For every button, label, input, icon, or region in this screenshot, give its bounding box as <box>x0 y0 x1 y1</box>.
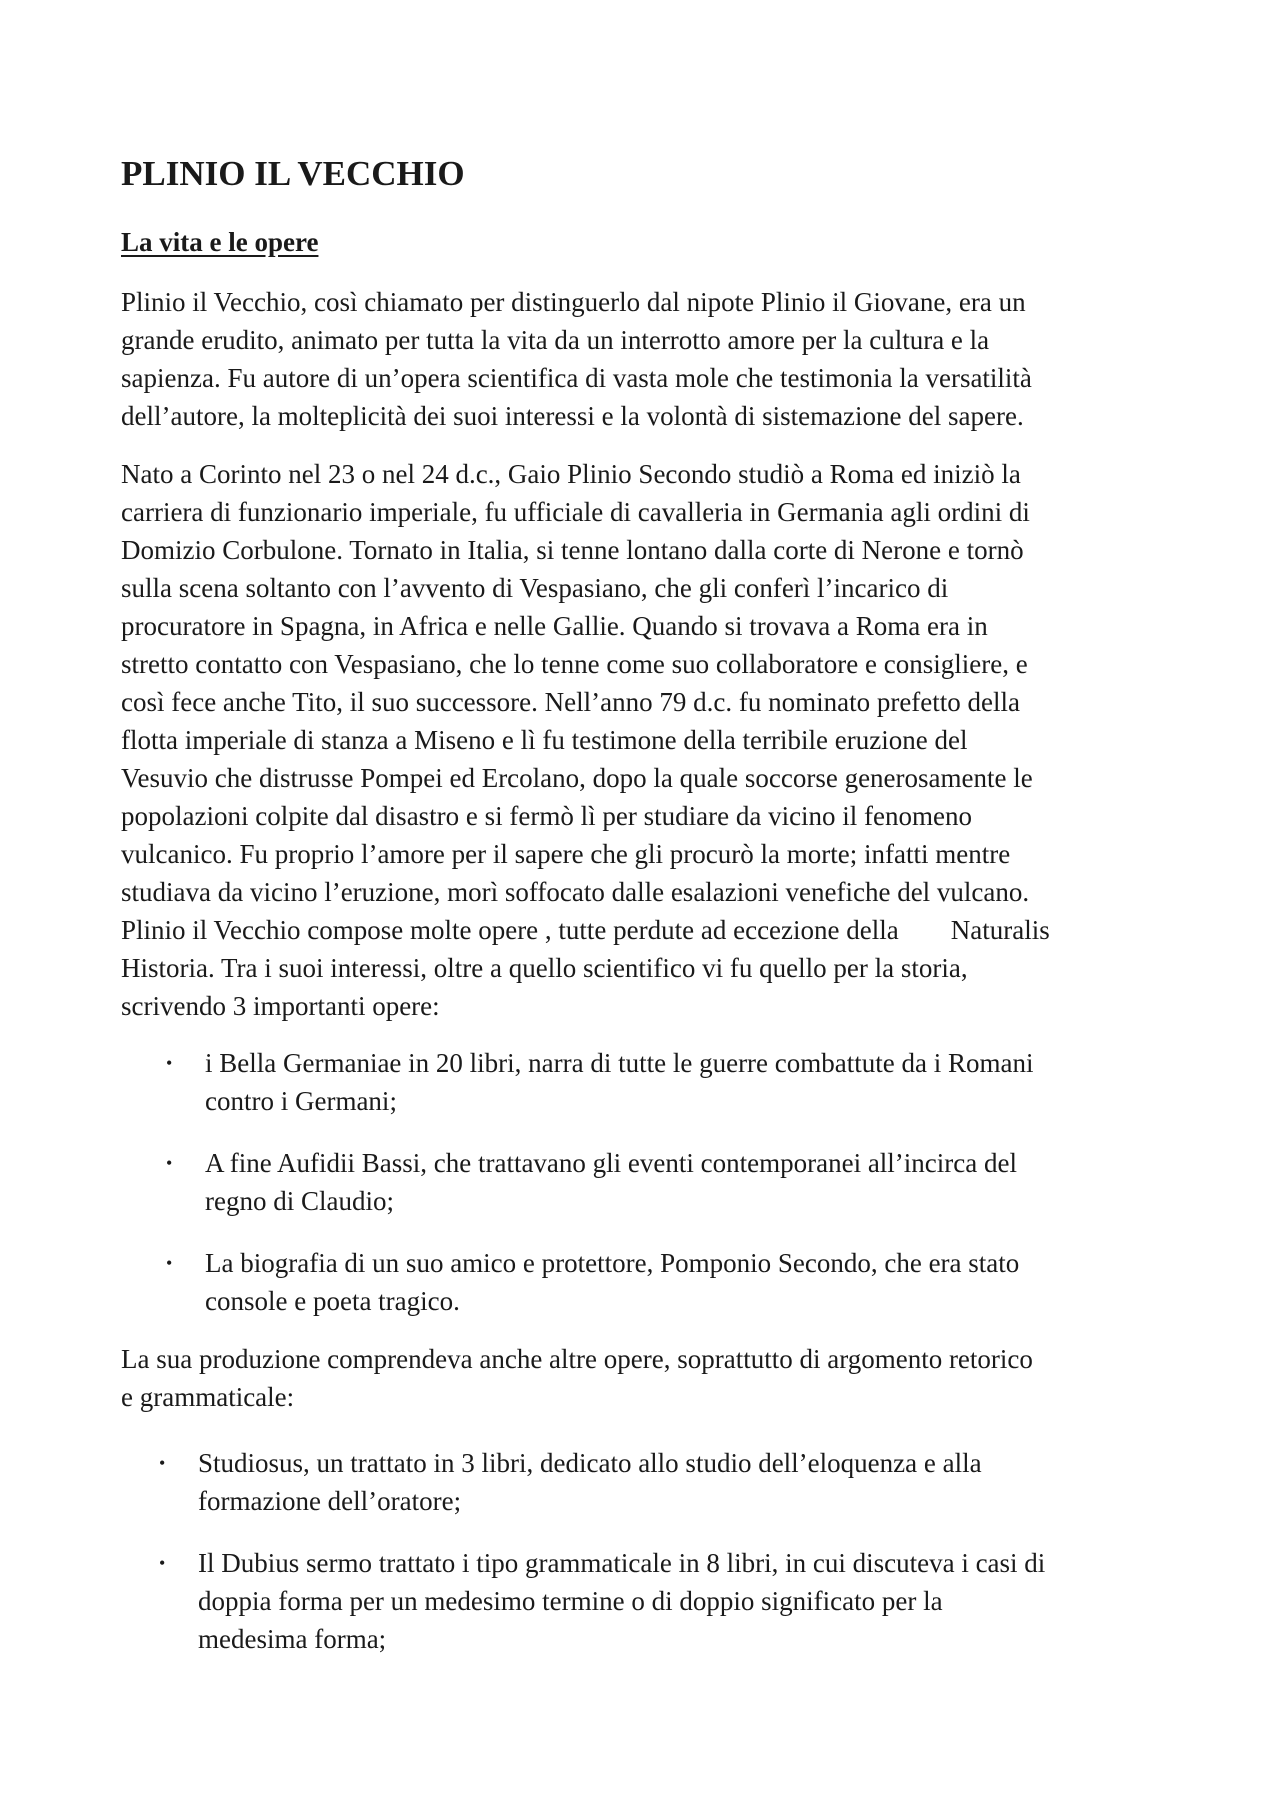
text-line: popolazioni colpite dal disastro e si fermò lì per studiare da vicino il fenomeno <box>121 801 973 831</box>
section-heading: La vita e le opere <box>121 227 319 257</box>
text-line: procuratore in Spagna, in Africa e nelle Gallie. Quando si trovava a Roma era in <box>121 611 988 641</box>
text-line: dell’autore, la molteplicità dei suoi interessi e la volontà di sistemazione del sapere. <box>121 401 1024 431</box>
text-line: sulla scena soltanto con l’avvento di Vespasiano, che gli conferì l’incarico di <box>121 573 949 603</box>
text-segment: Naturalis <box>950 915 1050 945</box>
text-line: Historia. Tra i suoi interessi, oltre a quello scientifico vi fu quello per la storia, <box>121 953 968 983</box>
bullet-marker: • <box>166 1053 173 1073</box>
text-line: doppia forma per un medesimo termine o di doppio significato per la <box>198 1586 943 1616</box>
bullet-marker: • <box>166 1253 173 1273</box>
text-line: e grammaticale: <box>121 1382 295 1412</box>
text-line: La biografia di un suo amico e protettore, Pomponio Secondo, che era stato <box>205 1248 1020 1278</box>
bullet-marker: • <box>159 1453 166 1473</box>
text-line: flotta imperiale di stanza a Miseno e lì fu testimone della terribile eruzione del <box>121 725 968 755</box>
text-segment: Plinio il Vecchio compose molte opere , tutte perdute ad eccezione della <box>121 915 899 945</box>
text-line: così fece anche Tito, il suo successore. Nell’anno 79 d.c. fu nominato prefetto della <box>121 687 1021 717</box>
text-line: sapienza. Fu autore di un’opera scientifica di vasta mole che testimonia la versatilità <box>121 363 1032 393</box>
text-line: regno di Claudio; <box>205 1186 394 1216</box>
text-line: Domizio Corbulone. Tornato in Italia, si tenne lontano dalla corte di Nerone e tornò <box>121 535 1024 565</box>
text-line: La sua produzione comprendeva anche altre opere, soprattutto di argomento retorico <box>121 1344 1033 1374</box>
text-line: formazione dell’oratore; <box>198 1486 462 1516</box>
bullet-marker: • <box>166 1153 173 1173</box>
text-line: console e poeta tragico. <box>205 1286 460 1316</box>
bullet-marker: • <box>159 1553 166 1573</box>
text-line: Nato a Corinto nel 23 o nel 24 d.c., Gaio Plinio Secondo studiò a Roma ed iniziò la <box>121 459 1021 489</box>
text-line: Studiosus, un trattato in 3 libri, dedicato allo studio dell’eloquenza e alla <box>198 1448 982 1478</box>
text-line: Vesuvio che distrusse Pompei ed Ercolano, dopo la quale soccorse generosamente le <box>121 763 1033 793</box>
text-line: vulcanico. Fu proprio l’amore per il sapere che gli procurò la morte; infatti mentre <box>121 839 1011 869</box>
text-line: A fine Aufidii Bassi, che trattavano gli eventi contemporanei all’incirca del <box>205 1148 1017 1178</box>
text-line: i Bella Germaniae in 20 libri, narra di tutte le guerre combattute da i Romani <box>205 1048 1034 1078</box>
text-line: Plinio il Vecchio, così chiamato per distinguerlo dal nipote Plinio il Giovane, era un <box>121 287 1026 317</box>
text-line: grande erudito, animato per tutta la vita da un interrotto amore per la cultura e la <box>121 325 990 355</box>
text-line: stretto contatto con Vespasiano, che lo tenne come suo collaboratore e consigliere, e <box>121 649 1028 679</box>
text-line: Il Dubius sermo trattato i tipo grammaticale in 8 libri, in cui discuteva i casi di <box>198 1548 1046 1578</box>
text-line: carriera di funzionario imperiale, fu ufficiale di cavalleria in Germania agli ordini di <box>121 497 1030 527</box>
text-line: studiava da vicino l’eruzione, morì soffocato dalle esalazioni venefiche del vulcano. <box>121 877 1030 907</box>
text-line: contro i Germani; <box>205 1086 397 1116</box>
text-line: scrivendo 3 importanti opere: <box>121 991 440 1021</box>
text-line <box>121 911 1050 949</box>
page-title: PLINIO IL VECCHIO <box>121 154 465 193</box>
text-line: medesima forma; <box>198 1624 387 1654</box>
